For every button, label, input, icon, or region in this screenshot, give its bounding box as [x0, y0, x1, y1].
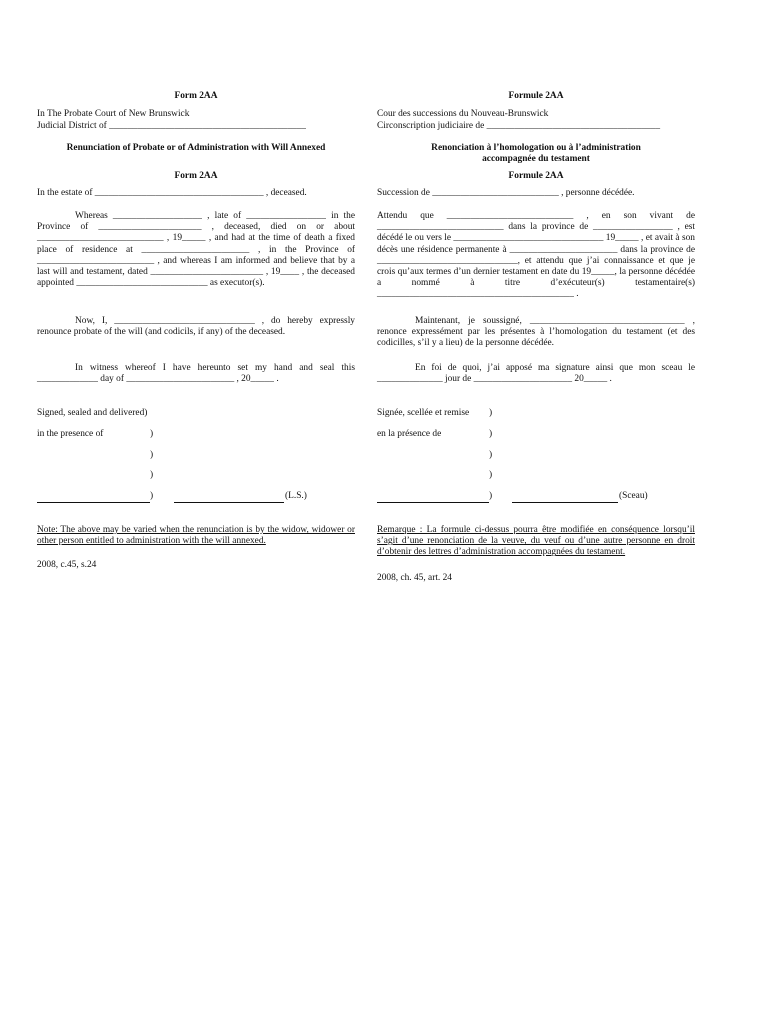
citation: 2008, ch. 45, art. 24	[377, 573, 452, 583]
bracket: )	[150, 491, 154, 501]
court-name: Cour des successions du Nouveau-Brunswick	[377, 109, 549, 119]
witness-signature-line[interactable]	[37, 502, 150, 503]
signature-line[interactable]	[174, 502, 284, 503]
seal-label: (L.S.)	[285, 491, 307, 501]
note: Note: The above may be varied when the renunciation is by the widow, widower or other person entitled to administration with the will annexed.	[37, 525, 355, 547]
bracket: )	[150, 470, 154, 480]
bracket: )	[150, 429, 154, 439]
court-name: In The Probate Court of New Brunswick	[37, 109, 190, 119]
whereas-paragraph: Whereas ___________________ , late of _________________ in the Province of ______________________ , deceased, died on or about ___________________________ , 19_____ , and had at the time of death a fixed place of residence at _______________________ , in the Province of _________________________ , and whereas I am informed and believe that by a last will and testament, dated ________________________ , 19____ , the deceased appointed ____________________________ as executor(s).	[37, 211, 355, 289]
form-heading: Renunciation of Probate or of Administration with Will Annexed	[66, 143, 326, 153]
witness-paragraph: En foi de quoi, j’ai apposé ma signature ainsi que mon sceau le ______________ jour de _____________________ 20_____ .	[377, 363, 695, 385]
bracket: )	[489, 470, 493, 480]
bracket: )	[489, 429, 493, 439]
judicial-district: Judicial District of __________________________________________	[37, 121, 306, 131]
form-subtitle: Formule 2AA	[508, 171, 564, 181]
note: Remarque : La formule ci-dessus pourra être modifiée en conséquence lorsqu’il s’agit d’une renonciation de la veuve, du veuf ou d’une autre personne en droit d’obtenir des lettres d’administration accompagnées du testament.	[377, 525, 695, 558]
witness-signature-line[interactable]	[377, 502, 489, 503]
renunciation-paragraph: Now, I, ______________________________ , do hereby expressly renounce probate of the will (and codicils, if any) of the deceased.	[37, 316, 355, 338]
presence-label: en la présence de	[377, 429, 442, 439]
citation: 2008, c.45, s.24	[37, 560, 97, 570]
presence-label: in the presence of	[37, 429, 104, 439]
bracket: )	[489, 491, 493, 501]
form-title: Form 2AA	[174, 91, 218, 101]
estate-line: Succession de ___________________________ , personne décédée.	[377, 188, 635, 198]
whereas-paragraph: Attendu que ___________________________ , en son vivant de ___________________________ dans la province de _________________ , est décédé le ou vers le ________________________________ 19_____ , et avait à son décès une résidence permanente à _______________________ dans la province de ______________________________, et attendu que j’ai connaissance et que je crois qu’aux termes d’un dernier testament en date du 19_____, la personne décédée a nommé à titre d’exécuteur(s) testamentaire(s) __________________________________________ .	[377, 211, 695, 300]
form-title: Formule 2AA	[508, 91, 564, 101]
bracket: )	[150, 450, 154, 460]
form-heading: Renonciation à l’homologation ou à l’administration accompagnée du testament	[431, 143, 641, 165]
signed-label: Signée, scellée et remise	[377, 408, 470, 418]
judicial-district: Circonscription judiciaire de _____________________________________	[377, 121, 661, 131]
witness-paragraph: In witness whereof I have hereunto set my hand and seal this _____________ day of _______________________ , 20_____ .	[37, 363, 355, 385]
renunciation-paragraph: Maintenant, je soussigné, _________________________________ , renonce expressément par les présentes à l’homologation du testament (et des codicilles, s’il y a lieu) de la personne décédée.	[377, 316, 695, 349]
seal-label: (Sceau)	[619, 491, 648, 501]
signed-label: Signed, sealed and delivered)	[37, 408, 148, 418]
estate-line: In the estate of ____________________________________ , deceased.	[37, 188, 307, 198]
form-subtitle: Form 2AA	[174, 171, 218, 181]
signature-line[interactable]	[512, 502, 618, 503]
bracket: )	[489, 408, 493, 418]
bracket: )	[489, 450, 493, 460]
